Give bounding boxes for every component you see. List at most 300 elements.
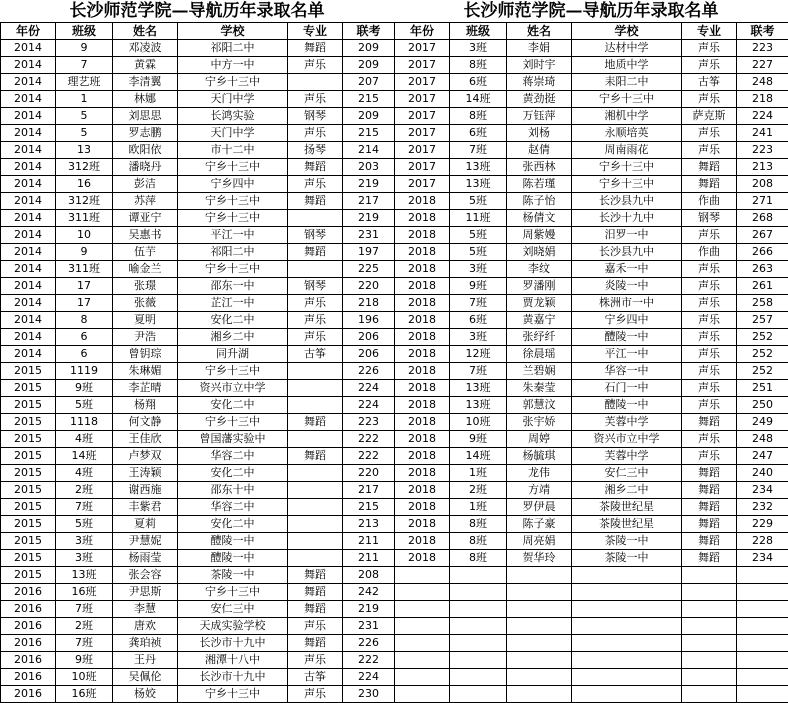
school-cell: 湘潭十八中 xyxy=(178,652,288,669)
major-cell xyxy=(288,380,343,397)
year-cell: 2015 xyxy=(1,363,56,380)
school-cell: 市十二中 xyxy=(178,142,288,159)
table-row xyxy=(1,499,395,516)
empty-cell xyxy=(737,635,788,652)
table-body-right xyxy=(395,40,788,703)
empty-row xyxy=(395,601,788,618)
header-school: 学校 xyxy=(178,23,288,40)
table-row xyxy=(1,312,395,329)
student-name-cell: 陈若瑾 xyxy=(507,176,572,193)
year-cell: 2014 xyxy=(1,74,56,91)
school-cell: 宁乡十三中 xyxy=(178,159,288,176)
year-cell: 2015 xyxy=(1,431,56,448)
class-cell: 5班 xyxy=(56,516,113,533)
score-cell: 206 xyxy=(343,329,395,346)
major-cell: 扬琴 xyxy=(288,142,343,159)
table-row xyxy=(1,635,395,652)
score-cell: 224 xyxy=(343,669,395,686)
year-cell: 2014 xyxy=(1,346,56,363)
school-cell: 安化二中 xyxy=(178,397,288,414)
score-cell: 217 xyxy=(343,482,395,499)
table-row xyxy=(395,125,788,142)
school-cell: 安化二中 xyxy=(178,465,288,482)
major-cell xyxy=(288,363,343,380)
school-cell: 株洲市一中 xyxy=(572,295,682,312)
major-cell: 声乐 xyxy=(288,91,343,108)
major-cell: 萨克斯 xyxy=(682,108,737,125)
score-cell: 223 xyxy=(343,414,395,431)
table-row xyxy=(1,550,395,567)
class-cell: 13班 xyxy=(450,176,507,193)
score-cell: 206 xyxy=(343,346,395,363)
student-name-cell: 刘时宇 xyxy=(507,57,572,74)
school-cell: 茶陵世纪星 xyxy=(572,499,682,516)
school-cell: 芙蓉中学 xyxy=(572,448,682,465)
school-cell: 长沙十九中 xyxy=(572,210,682,227)
major-cell: 声乐 xyxy=(682,40,737,57)
class-cell: 5班 xyxy=(450,193,507,210)
class-cell: 7班 xyxy=(450,142,507,159)
year-cell: 2015 xyxy=(1,499,56,516)
year-cell: 2014 xyxy=(1,57,56,74)
empty-cell xyxy=(572,618,682,635)
school-cell: 地质中学 xyxy=(572,57,682,74)
class-cell: 7 xyxy=(56,57,113,74)
empty-row xyxy=(395,652,788,669)
class-cell: 312班 xyxy=(56,193,113,210)
school-cell: 嘉禾一中 xyxy=(572,261,682,278)
table-row xyxy=(395,346,788,363)
score-cell: 251 xyxy=(737,380,788,397)
student-name-cell: 何文静 xyxy=(113,414,178,431)
empty-cell xyxy=(682,601,737,618)
empty-cell xyxy=(682,584,737,601)
score-cell: 268 xyxy=(737,210,788,227)
student-name-cell: 夏明 xyxy=(113,312,178,329)
empty-cell xyxy=(572,567,682,584)
header-class: 班级 xyxy=(56,23,113,40)
empty-cell xyxy=(737,686,788,703)
year-cell: 2014 xyxy=(1,193,56,210)
score-cell: 222 xyxy=(343,431,395,448)
major-cell: 声乐 xyxy=(682,295,737,312)
score-cell: 258 xyxy=(737,295,788,312)
year-cell: 2015 xyxy=(1,448,56,465)
class-cell: 14班 xyxy=(450,448,507,465)
class-cell: 10班 xyxy=(450,414,507,431)
header-class: 班级 xyxy=(450,23,507,40)
empty-cell xyxy=(507,686,572,703)
student-name-cell: 张会容 xyxy=(113,567,178,584)
empty-cell xyxy=(682,567,737,584)
year-cell: 2018 xyxy=(395,295,450,312)
major-cell xyxy=(288,516,343,533)
student-name-cell: 欧阳依 xyxy=(113,142,178,159)
empty-cell xyxy=(737,601,788,618)
table-row xyxy=(395,193,788,210)
class-cell: 3班 xyxy=(56,550,113,567)
empty-cell xyxy=(450,601,507,618)
student-name-cell: 陈子怡 xyxy=(507,193,572,210)
student-name-cell: 夏莉 xyxy=(113,516,178,533)
student-name-cell: 曾钥琮 xyxy=(113,346,178,363)
header-name: 姓名 xyxy=(507,23,572,40)
student-name-cell: 林娜 xyxy=(113,91,178,108)
table-row xyxy=(395,482,788,499)
score-cell: 252 xyxy=(737,346,788,363)
school-cell: 宁乡十三中 xyxy=(178,686,288,703)
student-name-cell: 罗潘刚 xyxy=(507,278,572,295)
major-cell: 舞蹈 xyxy=(682,176,737,193)
student-name-cell: 李娟 xyxy=(507,40,572,57)
school-cell: 平江一中 xyxy=(572,346,682,363)
student-name-cell: 徐晨瑶 xyxy=(507,346,572,363)
class-cell: 11班 xyxy=(450,210,507,227)
major-cell: 舞蹈 xyxy=(682,499,737,516)
year-cell: 2014 xyxy=(1,244,56,261)
empty-cell xyxy=(682,652,737,669)
admission-table-left xyxy=(0,22,395,703)
major-cell xyxy=(288,482,343,499)
empty-cell xyxy=(450,669,507,686)
class-cell: 9 xyxy=(56,244,113,261)
sheet-title-left: 长沙师范学院—导航历年录取名单 xyxy=(0,0,394,22)
table-row xyxy=(395,142,788,159)
score-cell: 209 xyxy=(343,108,395,125)
major-cell xyxy=(288,74,343,91)
school-cell: 石门一中 xyxy=(572,380,682,397)
year-cell: 2017 xyxy=(395,91,450,108)
student-name-cell: 赵倩 xyxy=(507,142,572,159)
class-cell: 2班 xyxy=(450,482,507,499)
student-name-cell: 黄嘉宁 xyxy=(507,312,572,329)
school-cell: 宁乡十三中 xyxy=(178,74,288,91)
student-name-cell: 万钰萍 xyxy=(507,108,572,125)
school-cell: 汨罗一中 xyxy=(572,227,682,244)
score-cell: 219 xyxy=(343,601,395,618)
school-cell: 华容二中 xyxy=(178,499,288,516)
table-row xyxy=(1,414,395,431)
class-cell: 8班 xyxy=(450,57,507,74)
major-cell: 声乐 xyxy=(288,295,343,312)
table-row xyxy=(1,669,395,686)
score-cell: 234 xyxy=(737,482,788,499)
score-cell: 215 xyxy=(343,499,395,516)
year-cell: 2018 xyxy=(395,210,450,227)
major-cell: 声乐 xyxy=(682,431,737,448)
year-cell: 2016 xyxy=(1,669,56,686)
table-row xyxy=(1,567,395,584)
empty-cell xyxy=(507,618,572,635)
header-school: 学校 xyxy=(572,23,682,40)
school-cell: 醴陵一中 xyxy=(178,533,288,550)
empty-cell xyxy=(572,652,682,669)
admission-table-right xyxy=(394,22,788,703)
table-row xyxy=(1,57,395,74)
empty-cell xyxy=(572,635,682,652)
student-name-cell: 周紫嫚 xyxy=(507,227,572,244)
class-cell: 8 xyxy=(56,312,113,329)
class-cell: 1 xyxy=(56,91,113,108)
school-cell: 醴陵一中 xyxy=(178,550,288,567)
class-cell: 16班 xyxy=(56,584,113,601)
year-cell: 2017 xyxy=(395,176,450,193)
school-cell: 邵东一中 xyxy=(178,278,288,295)
class-cell: 1118 xyxy=(56,414,113,431)
major-cell: 声乐 xyxy=(682,142,737,159)
class-cell: 2班 xyxy=(56,482,113,499)
score-cell: 225 xyxy=(343,261,395,278)
year-cell: 2016 xyxy=(1,652,56,669)
major-cell: 声乐 xyxy=(682,329,737,346)
class-cell: 9班 xyxy=(450,278,507,295)
school-cell: 安仁三中 xyxy=(178,601,288,618)
year-cell: 2014 xyxy=(1,261,56,278)
score-cell: 229 xyxy=(737,516,788,533)
table-row xyxy=(1,142,395,159)
table-row xyxy=(395,431,788,448)
empty-cell xyxy=(507,567,572,584)
student-name-cell: 唐欢 xyxy=(113,618,178,635)
student-name-cell: 刘思思 xyxy=(113,108,178,125)
class-cell: 9班 xyxy=(450,431,507,448)
class-cell: 13班 xyxy=(56,567,113,584)
year-cell: 2018 xyxy=(395,312,450,329)
score-cell: 227 xyxy=(737,57,788,74)
year-cell: 2018 xyxy=(395,482,450,499)
score-cell: 248 xyxy=(737,74,788,91)
major-cell: 作曲 xyxy=(682,193,737,210)
major-cell: 声乐 xyxy=(682,397,737,414)
student-name-cell: 潘晓丹 xyxy=(113,159,178,176)
empty-cell xyxy=(450,584,507,601)
student-name-cell: 方靖 xyxy=(507,482,572,499)
year-cell: 2014 xyxy=(1,40,56,57)
class-cell: 16班 xyxy=(56,686,113,703)
student-name-cell: 兰碧娴 xyxy=(507,363,572,380)
school-cell: 长沙市十九中 xyxy=(178,669,288,686)
year-cell: 2015 xyxy=(1,465,56,482)
table-row xyxy=(1,482,395,499)
score-cell: 240 xyxy=(737,465,788,482)
table-row xyxy=(1,193,395,210)
student-name-cell: 龚珀祯 xyxy=(113,635,178,652)
header-row xyxy=(1,23,395,40)
table-row xyxy=(395,210,788,227)
score-cell: 219 xyxy=(343,176,395,193)
student-name-cell: 卢梦双 xyxy=(113,448,178,465)
class-cell: 9班 xyxy=(56,380,113,397)
score-cell: 203 xyxy=(343,159,395,176)
year-cell: 2017 xyxy=(395,40,450,57)
year-cell: 2014 xyxy=(1,159,56,176)
empty-row xyxy=(395,686,788,703)
year-cell: 2018 xyxy=(395,516,450,533)
score-cell: 257 xyxy=(737,312,788,329)
class-cell: 1班 xyxy=(450,465,507,482)
major-cell: 古筝 xyxy=(288,669,343,686)
score-cell: 247 xyxy=(737,448,788,465)
table-row xyxy=(395,516,788,533)
class-cell: 7班 xyxy=(450,295,507,312)
score-cell: 208 xyxy=(737,176,788,193)
major-cell: 舞蹈 xyxy=(288,601,343,618)
school-cell: 茶陵一中 xyxy=(178,567,288,584)
major-cell xyxy=(288,431,343,448)
major-cell: 声乐 xyxy=(682,363,737,380)
score-cell: 214 xyxy=(343,142,395,159)
major-cell: 舞蹈 xyxy=(288,159,343,176)
score-cell: 222 xyxy=(343,652,395,669)
class-cell: 3班 xyxy=(450,329,507,346)
class-cell: 7班 xyxy=(450,363,507,380)
major-cell: 钢琴 xyxy=(288,227,343,244)
table-row xyxy=(1,159,395,176)
class-cell: 5 xyxy=(56,108,113,125)
class-cell: 2班 xyxy=(56,618,113,635)
major-cell: 舞蹈 xyxy=(682,414,737,431)
empty-cell xyxy=(572,669,682,686)
school-cell: 茶陵一中 xyxy=(572,533,682,550)
empty-cell xyxy=(507,635,572,652)
school-cell: 同升湖 xyxy=(178,346,288,363)
class-cell: 4班 xyxy=(56,465,113,482)
student-name-cell: 朱琳媚 xyxy=(113,363,178,380)
header-score: 联考 xyxy=(343,23,395,40)
table-row xyxy=(395,74,788,91)
year-cell: 2018 xyxy=(395,329,450,346)
table-row xyxy=(1,40,395,57)
empty-row xyxy=(395,669,788,686)
school-cell: 曾国藩实验中 xyxy=(178,431,288,448)
student-name-cell: 丰紫君 xyxy=(113,499,178,516)
student-name-cell: 蒋崇琦 xyxy=(507,74,572,91)
major-cell: 舞蹈 xyxy=(288,40,343,57)
table-row xyxy=(395,312,788,329)
school-cell: 周南雨花 xyxy=(572,142,682,159)
major-cell: 声乐 xyxy=(682,227,737,244)
major-cell: 钢琴 xyxy=(288,108,343,125)
class-cell: 14班 xyxy=(450,91,507,108)
year-cell: 2014 xyxy=(1,142,56,159)
empty-cell xyxy=(737,567,788,584)
table-row xyxy=(1,584,395,601)
major-cell: 古筝 xyxy=(682,74,737,91)
major-cell: 声乐 xyxy=(682,278,737,295)
major-cell: 作曲 xyxy=(682,244,737,261)
class-cell: 7班 xyxy=(56,635,113,652)
year-cell: 2015 xyxy=(1,397,56,414)
empty-cell xyxy=(395,652,450,669)
empty-cell xyxy=(507,652,572,669)
student-name-cell: 伍芋 xyxy=(113,244,178,261)
table-row xyxy=(395,329,788,346)
header-year: 年份 xyxy=(395,23,450,40)
major-cell: 舞蹈 xyxy=(288,567,343,584)
score-cell: 224 xyxy=(343,380,395,397)
student-name-cell: 李芷晴 xyxy=(113,380,178,397)
student-name-cell: 杨毓琪 xyxy=(507,448,572,465)
major-cell: 声乐 xyxy=(288,125,343,142)
year-cell: 2015 xyxy=(1,482,56,499)
major-cell: 声乐 xyxy=(682,261,737,278)
major-cell: 舞蹈 xyxy=(288,244,343,261)
table-row xyxy=(1,295,395,312)
year-cell: 2017 xyxy=(395,108,450,125)
class-cell: 3班 xyxy=(56,533,113,550)
header-row xyxy=(395,23,788,40)
student-name-cell: 谭亚宁 xyxy=(113,210,178,227)
table-row xyxy=(1,227,395,244)
major-cell: 声乐 xyxy=(682,380,737,397)
score-cell: 213 xyxy=(343,516,395,533)
table-row xyxy=(395,278,788,295)
major-cell xyxy=(288,465,343,482)
class-cell: 8班 xyxy=(450,108,507,125)
score-cell: 224 xyxy=(737,108,788,125)
major-cell: 舞蹈 xyxy=(682,465,737,482)
school-cell: 达材中学 xyxy=(572,40,682,57)
table-row xyxy=(1,516,395,533)
class-cell: 3班 xyxy=(450,40,507,57)
student-name-cell: 邓凌波 xyxy=(113,40,178,57)
school-cell: 长沙县九中 xyxy=(572,244,682,261)
major-cell: 古筝 xyxy=(288,346,343,363)
empty-cell xyxy=(395,669,450,686)
empty-cell xyxy=(682,686,737,703)
class-cell: 6 xyxy=(56,329,113,346)
score-cell: 231 xyxy=(343,227,395,244)
score-cell: 242 xyxy=(343,584,395,601)
year-cell: 2015 xyxy=(1,414,56,431)
school-cell: 芙蓉中学 xyxy=(572,414,682,431)
table-row xyxy=(1,618,395,635)
class-cell: 16 xyxy=(56,176,113,193)
school-cell: 宁乡十三中 xyxy=(178,261,288,278)
school-cell: 宁乡十三中 xyxy=(572,176,682,193)
table-row xyxy=(1,448,395,465)
year-cell: 2018 xyxy=(395,261,450,278)
score-cell: 218 xyxy=(343,295,395,312)
major-cell: 钢琴 xyxy=(682,210,737,227)
class-cell: 312班 xyxy=(56,159,113,176)
year-cell: 2016 xyxy=(1,635,56,652)
table-row xyxy=(395,363,788,380)
year-cell: 2014 xyxy=(1,125,56,142)
table-body-left xyxy=(1,40,395,703)
school-cell: 宁乡十三中 xyxy=(572,91,682,108)
student-name-cell: 喻金兰 xyxy=(113,261,178,278)
student-name-cell: 龙伟 xyxy=(507,465,572,482)
year-cell: 2018 xyxy=(395,227,450,244)
class-cell: 1班 xyxy=(450,499,507,516)
class-cell: 13班 xyxy=(450,380,507,397)
student-name-cell: 杨姣 xyxy=(113,686,178,703)
score-cell: 220 xyxy=(343,278,395,295)
school-cell: 宁乡四中 xyxy=(178,176,288,193)
year-cell: 2014 xyxy=(1,329,56,346)
student-name-cell: 王丹 xyxy=(113,652,178,669)
year-cell: 2018 xyxy=(395,193,450,210)
empty-row xyxy=(395,584,788,601)
table-row xyxy=(395,261,788,278)
empty-cell xyxy=(450,618,507,635)
school-cell: 华容二中 xyxy=(178,448,288,465)
class-cell: 13 xyxy=(56,142,113,159)
score-cell: 252 xyxy=(737,363,788,380)
year-cell: 2018 xyxy=(395,380,450,397)
empty-cell xyxy=(507,601,572,618)
